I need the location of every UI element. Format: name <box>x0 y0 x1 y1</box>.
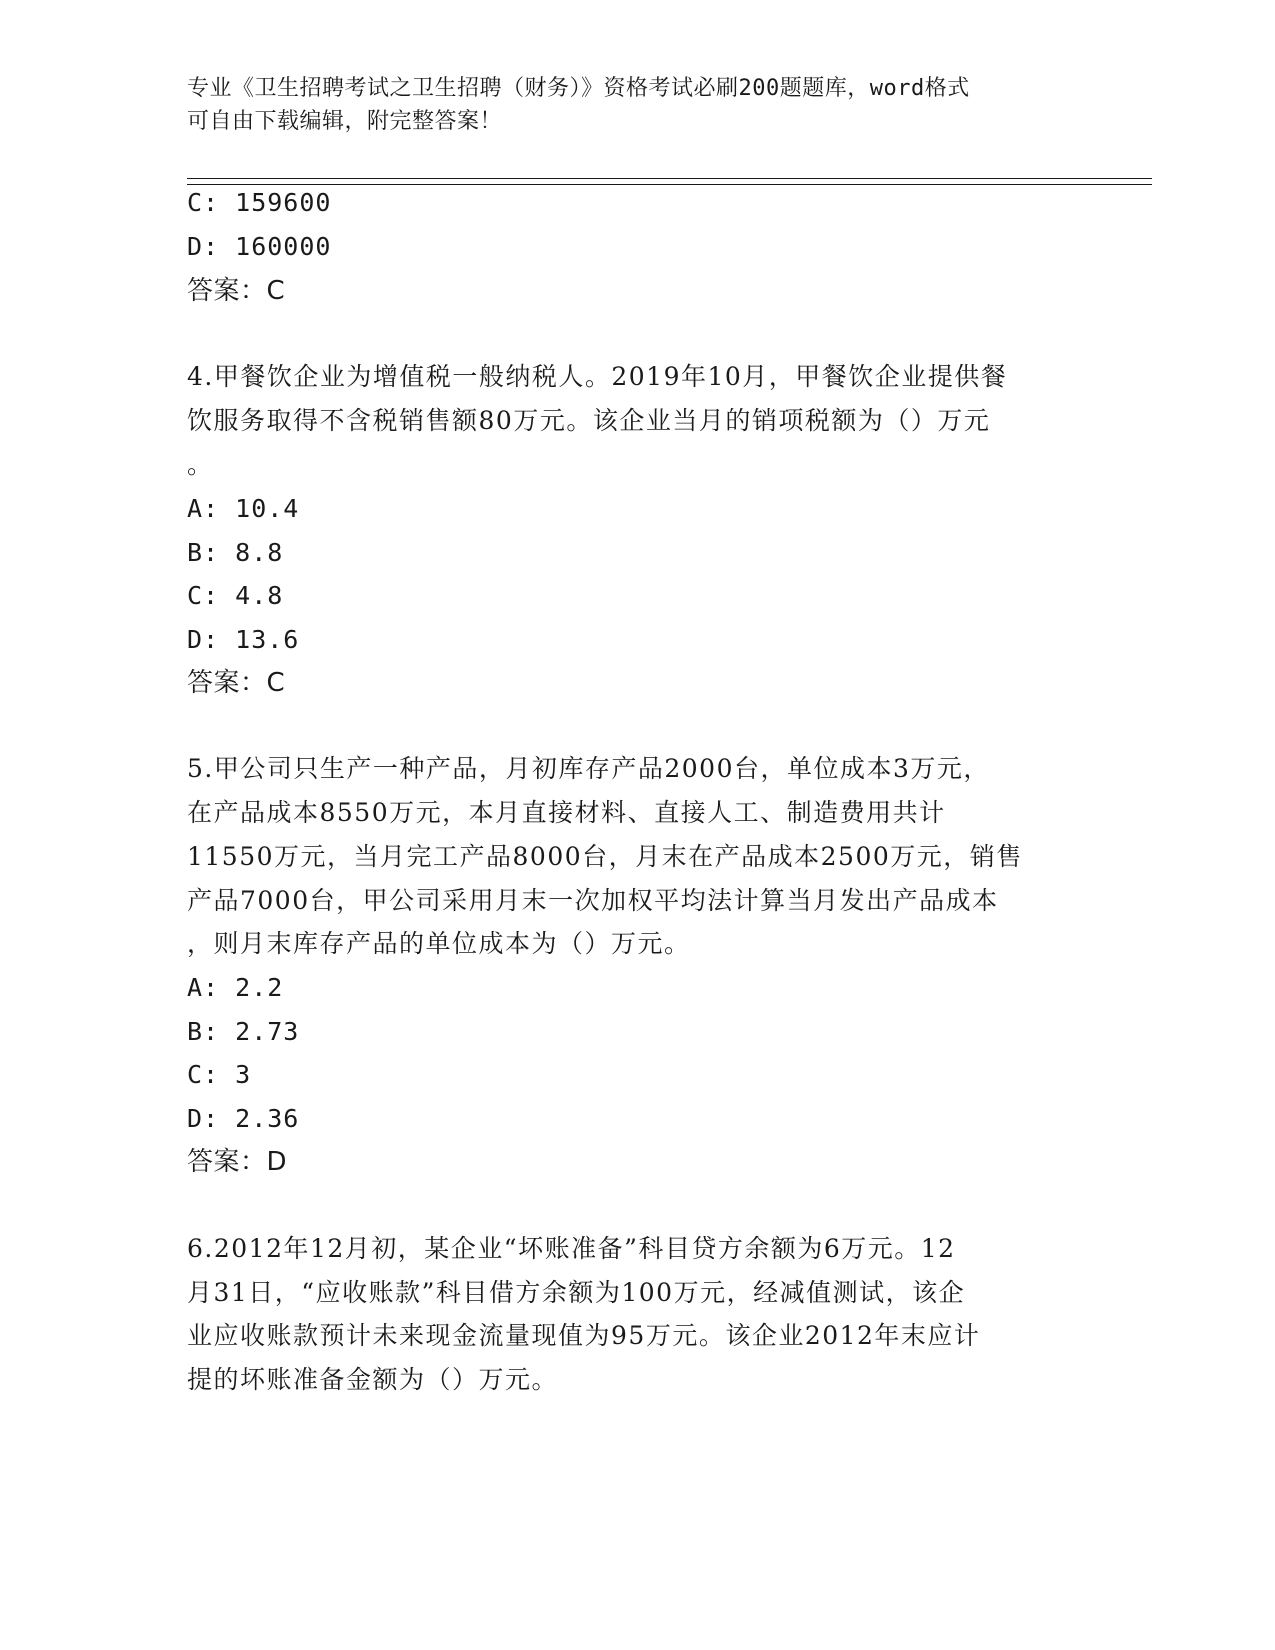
q4-option-a: A: 10.4 <box>187 494 300 523</box>
q4-text-line-1: 4.甲餐饮企业为增值税一般纳税人。2019年10月，甲餐饮企业提供餐 <box>187 362 1008 391</box>
q6-text-line-1: 6.2012年12月初，某企业“坏账准备”科目贷方余额为6万元。12 <box>187 1234 956 1263</box>
q5-text-line-2: 在产品成本8550万元，本月直接材料、直接人工、制造费用共计 <box>187 798 946 827</box>
q3-option-d: D: 160000 <box>187 232 332 261</box>
q5-option-c: C: 3 <box>187 1060 252 1089</box>
q5-answer: 答案：D <box>187 1147 288 1177</box>
header-divider-bottom <box>187 184 1152 185</box>
document-header <box>187 72 1067 138</box>
q5-text-line-3: 11550万元，当月完工产品8000台，月末在产品成本2500万元，销售 <box>187 842 1023 871</box>
header-line-2: 可自由下载编辑，附完整答案！ <box>187 109 503 134</box>
q4-text-line-3: 。 <box>187 450 214 479</box>
q4-option-d: D: 13.6 <box>187 625 300 654</box>
q5-text-line-1: 5.甲公司只生产一种产品，月初库存产品2000台，单位成本3万元， <box>187 754 990 783</box>
q5-option-a: A: 2.2 <box>187 973 284 1002</box>
q4-text-line-2: 饮服务取得不含税销售额80万元。该企业当月的销项税额为（）万元 <box>187 406 991 435</box>
q6-text-line-2: 月31日，“应收账款”科目借方余额为100万元，经减值测试，该企 <box>187 1278 966 1307</box>
header-line-1: 专业《卫生招聘考试之卫生招聘（财务）》资格考试必刷200题题库，word格式 <box>187 76 970 101</box>
q4-option-b: B: 8.8 <box>187 538 284 567</box>
q6-text-line-3: 业应收账款预计未来现金流量现值为95万元。该企业2012年末应计 <box>187 1321 981 1350</box>
q4-answer: 答案：C <box>187 668 286 698</box>
q6-text-line-4: 提的坏账准备金额为（）万元。 <box>187 1365 559 1394</box>
header-divider-top <box>187 178 1152 179</box>
q3-answer: 答案：C <box>187 276 286 306</box>
q5-option-d: D: 2.36 <box>187 1104 300 1133</box>
q5-option-b: B: 2.73 <box>187 1017 300 1046</box>
q4-option-c: C: 4.8 <box>187 581 284 610</box>
q5-text-line-4: 产品7000台，甲公司采用月末一次加权平均法计算当月发出产品成本 <box>187 886 999 915</box>
q3-option-c: C: 159600 <box>187 188 332 217</box>
q5-text-line-5: ，则月末库存产品的单位成本为（）万元。 <box>187 929 691 958</box>
